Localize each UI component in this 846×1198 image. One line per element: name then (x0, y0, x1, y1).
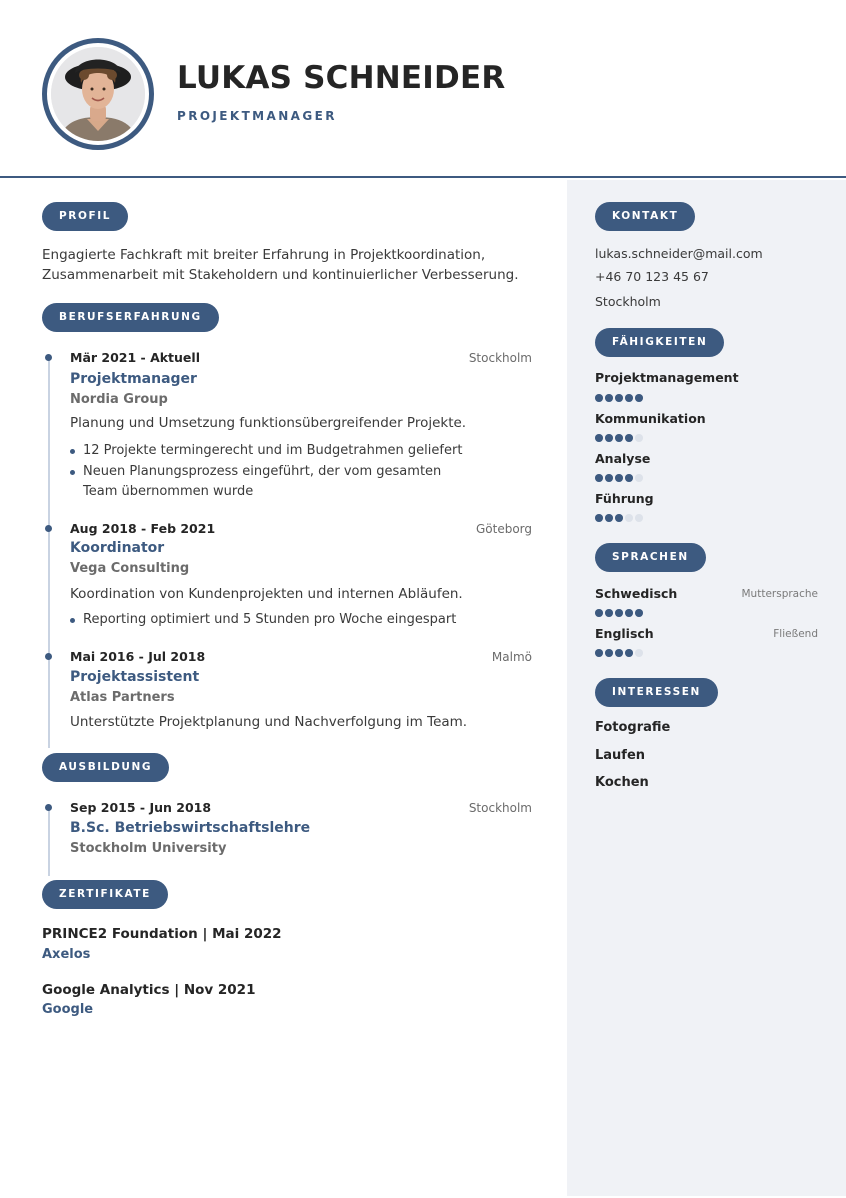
rating-dot-filled (595, 649, 603, 657)
rating-dot-filled (605, 434, 613, 442)
education-date: Sep 2015 - Jun 2018 (70, 800, 212, 815)
rating-dot-filled (605, 474, 613, 482)
section-header-experience: BERUFSERFAHRUNG (42, 303, 219, 332)
rating-dot-empty (635, 649, 643, 657)
education-location: Stockholm (468, 801, 532, 815)
section-header-profile: PROFIL (42, 202, 128, 231)
job-company: Atlas Partners (70, 690, 175, 705)
skill-rating (595, 434, 643, 442)
certificate-issuer: Axelos (42, 947, 91, 962)
job-role: Projektmanager (70, 371, 197, 387)
section-header-certificates: ZERTIFIKATE (42, 880, 168, 909)
section-header-skills: FÄHIGKEITEN (595, 328, 724, 357)
language-rating (595, 609, 643, 617)
section-header-languages: SPRACHEN (595, 543, 706, 572)
rating-dot-filled (605, 514, 613, 522)
profile-photo (51, 47, 145, 141)
rating-dot-empty (635, 434, 643, 442)
rating-dot-filled (625, 394, 633, 402)
rating-dot-filled (595, 434, 603, 442)
contact-city: Stockholm (595, 294, 661, 309)
profile-summary: Engagierte Fachkraft mit breiter Erfahrung in Projektkoordination, Zusammenarbeit mit Stakeholdern und kontinuierlicher Verbesserung. (42, 247, 519, 283)
certificate-issuer: Google (42, 1002, 94, 1017)
interest-item: Kochen (595, 775, 649, 790)
contact-phone[interactable]: +46 70 123 45 67 (595, 269, 709, 284)
rating-dot-filled (595, 474, 603, 482)
job-description: Koordination von Kundenprojekten und internen Abläufen. (70, 586, 463, 602)
job-location: Stockholm (468, 351, 532, 365)
candidate-name: LUKAS SCHNEIDER (177, 60, 506, 96)
language-level: Muttersprache (741, 588, 818, 600)
rating-dot-empty (635, 514, 643, 522)
skill-rating (595, 514, 643, 522)
rating-dot-filled (625, 474, 633, 482)
certificate-title: Google Analytics | Nov 2021 (42, 982, 256, 998)
rating-dot-filled (625, 649, 633, 657)
job-date: Aug 2018 - Feb 2021 (70, 521, 216, 536)
skill-name: Kommunikation (595, 411, 706, 426)
job-role: Projektassistent (70, 669, 200, 685)
job-company: Nordia Group (70, 392, 168, 407)
job-role: Koordinator (70, 540, 165, 556)
interest-item: Laufen (595, 748, 646, 763)
education-timeline (48, 806, 50, 876)
education-school: Stockholm University (70, 841, 227, 856)
rating-dot-filled (625, 609, 633, 617)
timeline-dot (45, 653, 52, 660)
profile-photo-frame (42, 38, 154, 150)
rating-dot-filled (615, 474, 623, 482)
job-achievement: Neuen Planungsprozess eingeführt, der vom gesamten Team übernommen wurde (70, 462, 470, 502)
rating-dot-filled (605, 394, 613, 402)
job-date: Mai 2016 - Jul 2018 (70, 649, 206, 664)
job-achievement: Reporting optimiert und 5 Stunden pro Woche eingespart (70, 610, 470, 630)
rating-dot-filled (595, 609, 603, 617)
rating-dot-filled (605, 609, 613, 617)
section-header-interests: INTERESSEN (595, 678, 718, 707)
job-description: Planung und Umsetzung funktionsübergreifender Projekte. (70, 415, 467, 431)
contact-email[interactable]: lukas.schneider@mail.com (595, 246, 763, 261)
language-rating (595, 649, 643, 657)
timeline-dot (45, 525, 52, 532)
timeline-dot (45, 354, 52, 361)
rating-dot-filled (615, 434, 623, 442)
job-company: Vega Consulting (70, 561, 190, 576)
rating-dot-empty (625, 514, 633, 522)
job-location: Göteborg (475, 522, 532, 536)
rating-dot-filled (625, 434, 633, 442)
section-header-education: AUSBILDUNG (42, 753, 169, 782)
rating-dot-filled (635, 609, 643, 617)
skill-rating (595, 474, 643, 482)
section-header-contact: KONTAKT (595, 202, 695, 231)
rating-dot-filled (595, 514, 603, 522)
certificate-title: PRINCE2 Foundation | Mai 2022 (42, 926, 282, 942)
experience-timeline (48, 356, 50, 748)
skill-name: Projektmanagement (595, 370, 739, 385)
rating-dot-filled (615, 649, 623, 657)
job-location: Malmö (491, 650, 532, 664)
language-name: Englisch (595, 626, 654, 641)
job-achievement: 12 Projekte termingerecht und im Budgetrahmen geliefert (70, 441, 470, 461)
job-description: Unterstützte Projektplanung und Nachverfolgung im Team. (70, 714, 468, 730)
rating-dot-filled (635, 394, 643, 402)
resume-header (0, 0, 846, 178)
language-level: Fließend (773, 628, 818, 640)
rating-dot-filled (595, 394, 603, 402)
education-degree: B.Sc. Betriebswirtschaftslehre (70, 820, 311, 836)
language-name: Schwedisch (595, 586, 678, 601)
rating-dot-empty (635, 474, 643, 482)
job-date: Mär 2021 - Aktuell (70, 350, 200, 365)
interest-item: Fotografie (595, 720, 671, 735)
skill-name: Führung (595, 491, 654, 506)
rating-dot-filled (615, 394, 623, 402)
skill-name: Analyse (595, 451, 651, 466)
rating-dot-filled (605, 649, 613, 657)
rating-dot-filled (615, 514, 623, 522)
candidate-title: PROJEKTMANAGER (177, 109, 337, 123)
skill-rating (595, 394, 643, 402)
timeline-dot (45, 804, 52, 811)
rating-dot-filled (615, 609, 623, 617)
